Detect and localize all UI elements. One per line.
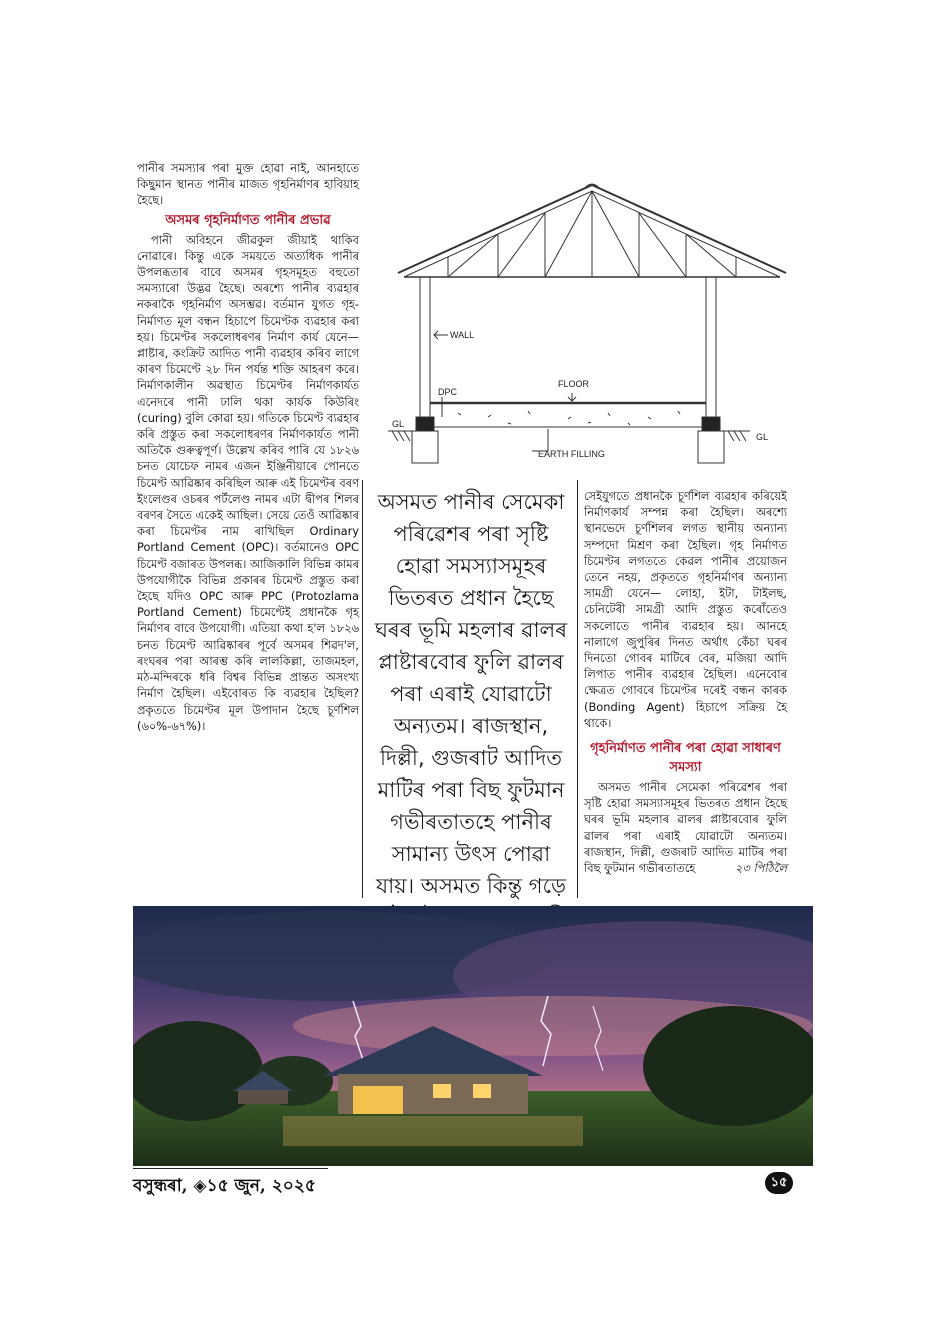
section-heading-problems: গৃহনিৰ্মাণত পানীৰ পৰা হোৱা সাধাৰণ সমস্যা bbox=[590, 741, 781, 776]
pull-quote: অসমত পানীৰ সেমেকা পৰিৱেশৰ পৰা সৃষ্টি হোৱা সমস্যাসমূহৰ ভিতৰত প্ৰধান হৈছে ঘৰৰ ভূমি মহলাৰ ৱালৰ প্লাষ্টাৰবোৰ ফুলি ৱালৰ পৰা এৰাই যোৱাটো অন্যতম। ৰাজস্থান, দিল্লী, গুজৰাট আদিত মাটিৰ পৰা বিছ ফুটমান গভীৰতাতহে পানীৰ সামান্য উৎস পোৱা যায়। অসমত কিন্তু গড়ে bbox=[374, 490, 568, 898]
house-section-diagram bbox=[388, 165, 796, 475]
label-gl-left: GL bbox=[392, 419, 405, 429]
right-column bbox=[584, 488, 787, 876]
label-earth-filling: EARTH FILLING bbox=[538, 449, 605, 459]
storm-house-photo bbox=[133, 906, 813, 1166]
body-paragraph-right: সেইযুগতে প্ৰধানকৈ চূৰ্ণশিল ব্যৱহাৰ কৰিয়েই নিৰ্মাণকাৰ্য সম্পন্ন কৰা হৈছিল। অৰশ্যে স্থানভেদে চূৰ্ণশিলৰ লগত স্থানীয় অন্যান্য সম্পদো মিশ্ৰণ কৰা হৈছিল। গৃহ নিৰ্মাণত চিমেণ্টৰ লগততে কেৱল পানীৰ প্ৰয়োজন তেনে নহয়, প্ৰকৃততে গৃহনিৰ্মাণৰ অন্যান্য সামগ্ৰী যেনে— লোহা, ইটা, টাইলছ, চেনিটেৰী সামগ্ৰী আদি প্ৰস্তুত কৰোঁতেও সকলোতে পানীৰ ব্যৱহাৰ হয়। আনহে নালাগে জুপুৰিৰ দিনত অৰ্থাৎ কেঁচা ঘৰৰ দিনতো গোবৰ মাটিৰে বেৰ, মজিয়া আদি লিপাত পানীৰ ব্যৱহাৰ হৈছিল। এনেবোৰ ক্ষেত্ৰত গোবৰে চিমেণ্টৰ দৰেই বন্ধন কাৰক (Bonding Agent) হিচাপে সক্ৰিয় হৈ থাকে। bbox=[584, 489, 787, 730]
footer-publication: বসুন্ধৰা, ◈১৫ জুন, ২০২৫ bbox=[133, 1176, 316, 1196]
continued-note: ২৩ পিঠিলৈ bbox=[734, 861, 787, 876]
label-wall: WALL bbox=[450, 330, 475, 340]
page-number: ১৫ bbox=[765, 1172, 793, 1194]
storm-house-image bbox=[133, 906, 813, 1166]
left-column bbox=[137, 160, 359, 734]
body-paragraph: পানী অবিহনে জীৱকুল জীয়াই থাকিব নোৱাৰে। কিন্তু একে সময়তে অত্যধিক পানীৰ উপলব্ধতাৰ বাবে অসমৰ গৃহসমূহত বহুতো সমস্যাৰো উদ্ভৱ হৈছে। অৰশ্যে পানীৰ ব্যৱহাৰ নকৰাকৈ গৃহনিৰ্মাণ অসম্ভৱ। বৰ্তমান যুগত গৃহ-নিৰ্মাণত মূল বন্ধন হিচাপে চিমেণ্টক ব্যৱহাৰ কৰা হয়। চিমেণ্টৰ সকলোধৰণৰ নিৰ্মাণ কাৰ্য যেনে— প্লাষ্টাৰ, কংক্ৰিট আদিত পানী ব্যৱহাৰ কৰিব লাগে কাৰণ চিমেণ্টে ২৮ দিন পৰ্যন্ত শক্তি আহৰণ কৰে। নিৰ্মাণকালীন অৱস্থাত চিমেণ্টৰ নিৰ্মাণকাৰ্যত এনেদৰে পানী ঢালি থকা কাৰ্যক কিউৰিং (curing) বুলি কোৱা হয়। গতিকে চিমেণ্ট ব্যৱহাৰ কৰি প্ৰস্তুত কৰা সকলোধৰণৰ নিৰ্মাণকাৰ্যত পানী অতিকৈ গুৰুত্বপূৰ্ণ। উল্লেখ কৰিব পাৰি যে ১৮২৬ চনত যোচেফ নামৰ এজন ইঞ্জিনীয়াৰে পোনতে চিমেণ্ট আৱিষ্কাৰ কৰিছিল আৰু এই চিমেণ্টৰ বৰণ ইংলেণ্ডৰ ওচৰৰ পৰ্টলেণ্ড নামৰ এটা দ্বীপৰ শিলৰ বৰণৰ সৈতে একেই আছিল। সেয়ে তেওঁ আৱিষ্কাৰ কৰা চিমেণ্টৰ নাম ৰাখিছিল Ordinary Portland Cement (OPC)। বৰ্তমানেও OPC চিমেণ্ট বজাৰত উপলব্ধ। আজিকালি বিভিন্ন কামৰ উপযোগীকৈ বিভিন্ন প্ৰকাৰৰ চিমেণ্ট প্ৰস্তুত কৰা হৈছে যদিও OPC আৰু PPC (Protozlama Portland Cement) চিমেণ্টেই প্ৰধানকৈ গৃহ নিৰ্মাণৰ বাবে উপযোগী। এতিয়া কথা হ'ল ১৮২৬ চনত চিমেণ্ট আৱিষ্কাৰৰ পূৰ্বে অসমৰ শিৱদ'ল, ৰংঘৰৰ পৰা আৰম্ভ কৰি লালকিল্লা, তাজমহল, মঠ-মন্দিৰকে ধৰি বিশ্বৰ বিভিন্ন প্ৰান্তত অসংখ্য নিৰ্মাণ হৈছিল। এইবোৰত কি ব্যৱহাৰ হৈছিল? প্ৰকৃততে চিমেণ্টৰ মূল উপাদান হৈছে চূৰ্ণশিল (৬০%-৬৭%)। bbox=[137, 232, 359, 733]
intro-paragraph: পানীৰ সমস্যাৰ পৰা মুক্ত হোৱা নাই, আনহাতে কিছুমান স্থানত পানীৰ মাজত গৃহনিৰ্মাণৰ হাবিয়াহ হৈছে। bbox=[137, 161, 359, 208]
label-gl-right: GL bbox=[756, 432, 769, 442]
label-floor: FLOOR bbox=[558, 379, 590, 389]
body-paragraph-problems: অসমত পানীৰ সেমেকা পৰিৱেশৰ পৰা সৃষ্টি হোৱা সমস্যাসমূহৰ ভিতৰত প্ৰধান হৈছে ঘৰৰ ভূমি মহলাৰ ৱালৰ প্লাষ্টাৰবোৰ ফুলি ৱালৰ পৰা এৰাই যোৱাটো অন্যতম। ৰাজস্থান, দিল্লী, গুজৰাট আদিত মাটিৰ পৰা বিছ ফুটমান গভীৰতাতহে bbox=[584, 780, 787, 876]
label-dpc: DPC bbox=[438, 387, 458, 397]
column-divider-right bbox=[577, 480, 578, 898]
house-section-svg bbox=[388, 165, 796, 475]
section-heading-impact: অসমৰ গৃহনিৰ্মাণত পানীৰ প্ৰভাৱ bbox=[165, 212, 331, 228]
footer-rule bbox=[133, 1168, 328, 1169]
column-divider-left bbox=[362, 480, 363, 898]
